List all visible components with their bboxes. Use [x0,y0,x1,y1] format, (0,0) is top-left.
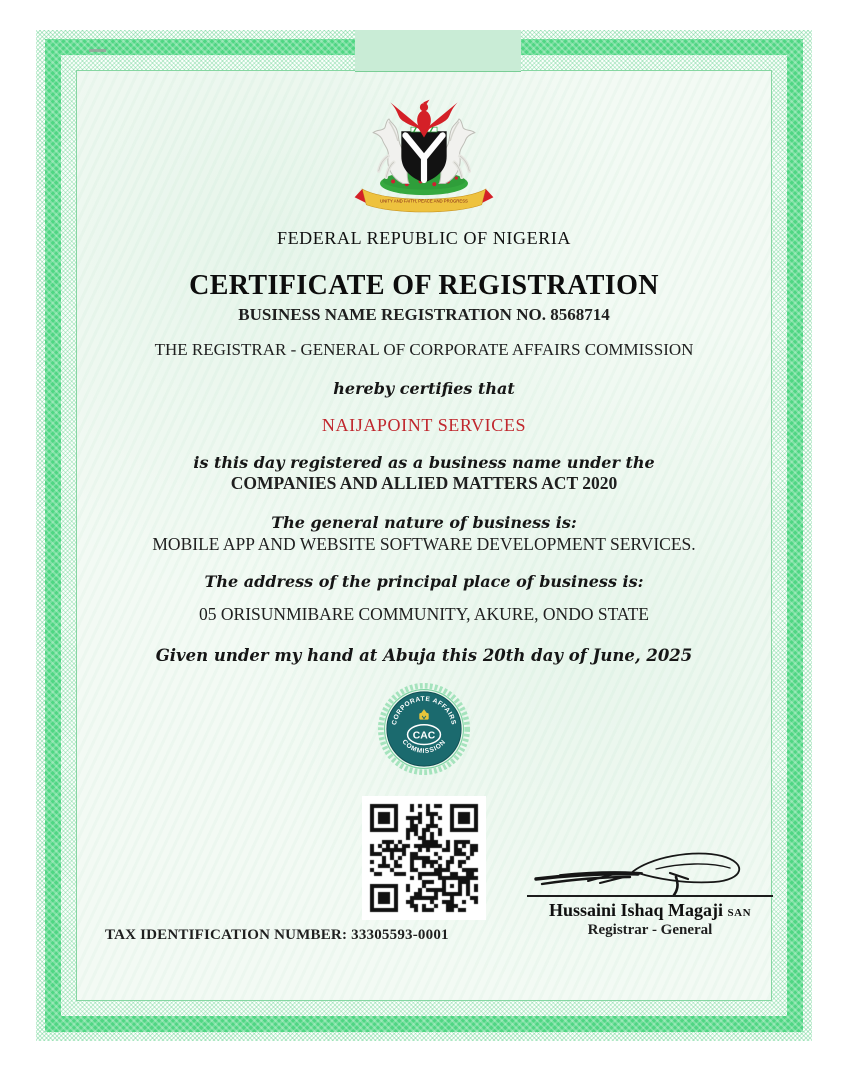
border-inner-hatch [61,55,787,1016]
tax-identification-line [105,927,449,944]
issued-line: Given under my hand at Abuja this 20th day of June, 2025 [155,646,693,665]
qr-code [362,796,486,920]
tax-id-label: TAX IDENTIFICATION NUMBER: [105,927,348,943]
nature-of-business-label: The general nature of business is: [271,513,577,532]
arms-motto: UNITY AND FAITH, PEACE AND PROGRESS [380,198,468,204]
nigeria-coat-of-arms [345,87,503,225]
seal-arc-top: CORPORATE AFFAIRS [391,695,457,726]
address-label: The address of the principal place of business is: [204,572,644,591]
signatory-name [525,900,775,921]
country-title: FEDERAL REPUBLIC OF NIGERIA [276,228,572,248]
certificate-border [36,30,812,1041]
cac-seal [377,682,471,776]
certificate-body [76,70,772,1001]
scan-artifact [89,49,106,52]
tax-id-value: 33305593-0001 [351,927,449,943]
seal-arc-bottom: COMMISSION [400,738,448,756]
border-top-solid-block [355,30,521,72]
registered-line: is this day registered as a business name under the [193,453,655,472]
signature-block [525,843,775,939]
address-value: 05 ORISUNMIBARE COMMUNITY, AKURE, ONDO STATE [199,604,649,624]
act-line: COMPANIES AND ALLIED MATTERS ACT 2020 [230,473,618,493]
signatory-suffix: SAN [727,907,752,919]
registrar-line: THE REGISTRAR - GENERAL OF CORPORATE AFFAIRS COMMISSION [154,340,694,359]
arms-eagle [390,100,457,138]
signatory-role: Registrar - General [587,922,713,938]
signature-mark [530,843,770,895]
business-name: NAIJAPOINT SERVICES [321,415,527,435]
seal-acronym: CAC [412,730,436,742]
border-green-band [45,39,803,1032]
nature-of-business-value: MOBILE APP AND WEBSITE SOFTWARE DEVELOPMENT SERVICES. [152,534,696,554]
certifies-line: hereby certifies that [333,379,515,398]
signature-rule [527,895,773,897]
certificate-title: CERTIFICATE OF REGISTRATION [189,270,659,301]
registration-number-line: BUSINESS NAME REGISTRATION NO. 8568714 [238,305,610,324]
signatory-name-text: Hussaini Ishaq Magaji [548,900,724,920]
